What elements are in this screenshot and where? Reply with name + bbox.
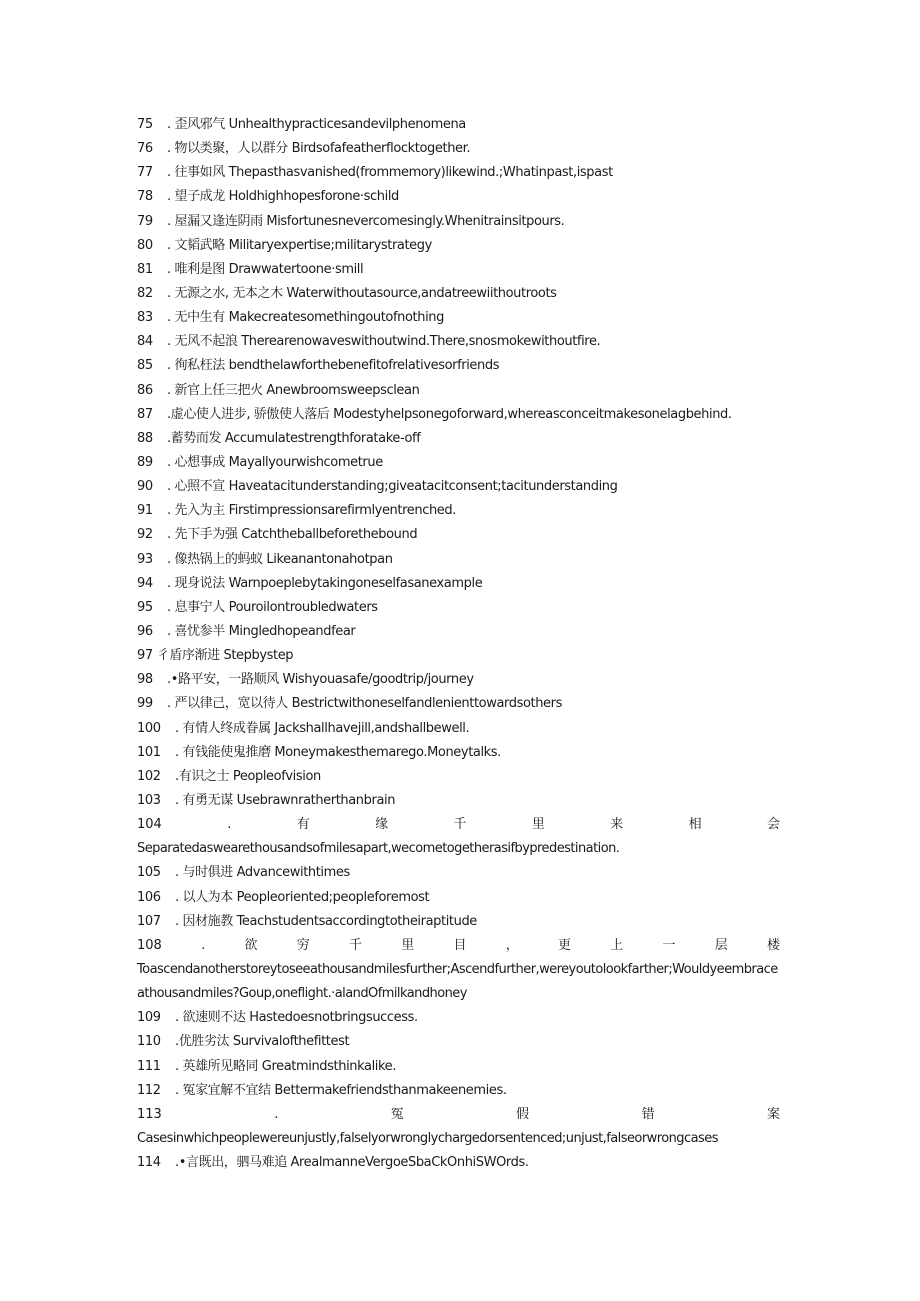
entry-text: . 往事如风 Thepasthasvanished(frommemory)likewind.;Whatinpast,ispast xyxy=(167,165,613,181)
entry-text: . 歪风邪气 Unhealthypracticesandevilphenomena xyxy=(167,117,466,132)
entry-number: 103 xyxy=(137,792,161,808)
idiom-entry xyxy=(137,234,780,258)
idiom-entry xyxy=(137,185,780,209)
idiom-entry xyxy=(137,861,780,885)
idiom-character: 有 xyxy=(296,817,310,833)
entry-text: . 无风不起浪 Therearenowaveswithoutwind.There,snosmokewithoutfire. xyxy=(167,334,601,350)
idiom-character: 楼 xyxy=(766,937,780,953)
entry-number: 96 xyxy=(137,623,153,639)
idiom-character: 来 xyxy=(610,817,624,833)
idiom-entry xyxy=(137,161,780,185)
entry-number: 102 xyxy=(137,768,161,784)
entry-text: . 有情人终成眷属 Jackshallhavejill,andshallbewell. xyxy=(175,720,470,736)
idiom-entry-heading xyxy=(137,934,780,958)
entry-number: 107 xyxy=(137,913,161,929)
idiom-character: 一 xyxy=(662,937,676,953)
entry-text: . 欲速则不达 Hastedoesnotbringsuccess. xyxy=(175,1010,418,1026)
idiom-character: 更 xyxy=(557,937,571,953)
entry-number: 111 xyxy=(137,1058,161,1074)
idiom-entry xyxy=(137,113,780,137)
idiom-entry xyxy=(137,258,780,282)
idiom-character: 层 xyxy=(714,937,728,953)
entry-text: .优胜劣汰 Survivalofthefittest xyxy=(175,1034,350,1050)
entry-text: . 息事宁人 Pouroilontroubledwaters xyxy=(167,599,378,615)
entry-number: 80 xyxy=(137,237,153,253)
idiom-entry xyxy=(137,596,780,620)
entry-number: 77 xyxy=(137,165,153,181)
idiom-entry xyxy=(137,789,780,813)
idiom-character: 错 xyxy=(641,1106,655,1122)
entry-text: . 因材施教 Teachstudentsaccordingtotheiraptitude xyxy=(175,913,477,929)
entry-text: . 先入为主 Firstimpressionsarefirmlyentrenched. xyxy=(167,503,456,519)
entry-text: . 现身说法 Warnpoeplebytakingoneselfasanexample xyxy=(167,575,483,591)
idiom-entry xyxy=(137,886,780,910)
entry-number: 104 xyxy=(137,817,162,833)
entry-number: 92 xyxy=(137,527,153,543)
idiom-character: 冤 xyxy=(390,1106,404,1122)
entry-number: 89 xyxy=(137,454,153,470)
idiom-entry xyxy=(137,451,780,475)
idiom-character: . xyxy=(274,1106,279,1122)
idiom-translation: Separatedaswearethousandsofmilesapart,wecometogetherasifbypredestination. xyxy=(137,841,620,857)
entry-text: . 唯利是图 Drawwatertoone·smill xyxy=(167,261,364,277)
entry-number: 86 xyxy=(137,382,153,398)
entry-text: . 有勇无谋 Usebrawnratherthanbrain xyxy=(175,792,396,808)
entry-text: . 心照不宣 Haveatacitunderstanding;giveatacitconsent;tacitunderstanding xyxy=(167,479,618,495)
idiom-entry xyxy=(137,282,780,306)
idiom-entry xyxy=(137,910,780,934)
idiom-translation: Toascendanotherstoreytoseeathousandmilesfurther;Ascendfurther,wereyoutolookfarther;Wouldyeembraceathousandmiles?Goup,oneflight.·alandOfmilkandhoney xyxy=(137,961,778,1002)
entry-number: 105 xyxy=(137,865,161,881)
idiom-entry xyxy=(137,717,780,741)
idiom-entry xyxy=(137,306,780,330)
entry-number: 78 xyxy=(137,189,153,205)
idiom-character: 案 xyxy=(766,1106,780,1122)
idiom-character: 穷 xyxy=(296,937,310,953)
idiom-entry xyxy=(137,572,780,596)
entry-text: . 严以律己，宽以待人 Bestrictwithoneselfandlenienttowardsothers xyxy=(167,696,562,712)
entry-text: . 像热锅上的蚂蚁 Likeanantonahotpan xyxy=(167,551,393,567)
idiom-character: 相 xyxy=(688,817,702,833)
document-body xyxy=(137,113,780,1175)
entry-number: 109 xyxy=(137,1010,161,1026)
entry-text: . 与时俱进 Advancewithtimes xyxy=(175,865,350,881)
idiom-entry xyxy=(137,1030,780,1054)
entry-text: .有识之士 Peopleofvision xyxy=(175,768,321,784)
entry-text: . 英雄所见略同 Greatmindsthinkalike. xyxy=(175,1058,397,1074)
idiom-entry xyxy=(137,210,780,234)
entry-number: 76 xyxy=(137,141,153,157)
idiom-character: 千 xyxy=(348,937,362,953)
entry-text: . 物以类聚，人以群分 Birdsofafeatherflocktogether. xyxy=(167,141,471,157)
entry-number: 100 xyxy=(137,720,161,736)
entry-number: 82 xyxy=(137,285,153,301)
idiom-character: 缘 xyxy=(375,817,389,833)
idiom-entry xyxy=(137,644,780,668)
idiom-entry xyxy=(137,1151,780,1175)
entry-text: .•路平安，一路顺风 Wishyouasafe/goodtrip/journey xyxy=(167,672,474,688)
idiom-entry xyxy=(137,765,780,789)
entry-number: 88 xyxy=(137,430,153,446)
idiom-entry xyxy=(137,427,780,451)
entry-number: 99 xyxy=(137,696,153,712)
idiom-entry xyxy=(137,523,780,547)
idiom-character: 欲 xyxy=(244,937,258,953)
idiom-translation: Casesinwhichpeoplewereunjustly,falselyorwronglychargedorsentenced;unjust,falseorwrongcases xyxy=(137,1130,718,1146)
entry-number: 113 xyxy=(137,1106,162,1122)
idiom-entry xyxy=(137,475,780,499)
idiom-character: 里 xyxy=(531,817,545,833)
idiom-entry xyxy=(137,1055,780,1079)
entry-text: . 无中生有 Makecreatesomethingoutofnothing xyxy=(167,310,444,326)
entry-number: 91 xyxy=(137,503,153,519)
entry-number: 84 xyxy=(137,334,153,350)
idiom-character: 上 xyxy=(610,937,624,953)
idiom-entry xyxy=(137,330,780,354)
idiom-character: 千 xyxy=(453,817,467,833)
idiom-character: 会 xyxy=(766,817,780,833)
idiom-entry xyxy=(137,692,780,716)
entry-number: 97 xyxy=(137,648,153,664)
entry-text: .•言既出，驷马难追 ArealmanneVergoeSbaCkOnhiSWOrds. xyxy=(175,1155,529,1171)
entry-text: . 无源之水, 无本之木 Waterwithoutasource,andatreewiithoutroots xyxy=(167,285,557,301)
idiom-entry xyxy=(137,354,780,378)
idiom-entry xyxy=(137,668,780,692)
entry-number: 83 xyxy=(137,310,153,326)
idiom-entry xyxy=(137,1079,780,1103)
entry-number: 98 xyxy=(137,672,153,688)
entry-number: 112 xyxy=(137,1082,161,1098)
entry-number: 75 xyxy=(137,117,153,132)
idiom-character: . xyxy=(227,817,232,833)
idiom-entry xyxy=(137,379,780,403)
entry-number: 85 xyxy=(137,358,153,374)
idiom-entry-heading xyxy=(137,813,780,837)
entry-text: . 喜忧参半 Mingledhopeandfear xyxy=(167,623,356,639)
entry-text: . 徇私枉法 bendthelawforthebenefitofrelativesorfriends xyxy=(167,358,500,374)
idiom-entry xyxy=(137,1006,780,1030)
entry-text: . 有钱能使鬼推磨 Moneymakesthemarego.Moneytalks. xyxy=(175,744,501,760)
entry-text: . 望子成龙 Holdhighhopesforone·schild xyxy=(167,189,399,205)
idiom-entry xyxy=(137,741,780,765)
entry-text: . 冤家宜解不宜结 Bettermakefriendsthanmakeenemies. xyxy=(175,1082,507,1098)
idiom-character: ， xyxy=(505,937,519,953)
entry-number: 79 xyxy=(137,213,153,229)
entry-number: 90 xyxy=(137,479,153,495)
idiom-entry-heading xyxy=(137,1103,780,1127)
entry-number: 81 xyxy=(137,261,153,277)
idiom-entry xyxy=(137,137,780,161)
entry-number: 87 xyxy=(137,406,153,422)
entry-number: 95 xyxy=(137,599,153,615)
entry-text: .虚心使人进步, 骄傲使人落后 Modestyhelpsonegoforward,whereasconceitmakesonelagbehind. xyxy=(167,406,732,422)
idiom-entry xyxy=(137,548,780,572)
entry-text: . 新官上任三把火 Anewbroomsweepsclean xyxy=(167,382,420,398)
entry-number: 93 xyxy=(137,551,153,567)
idiom-character: 里 xyxy=(401,937,415,953)
idiom-entry xyxy=(137,620,780,644)
entry-text: . 心想事成 Mayallyourwishcometrue xyxy=(167,454,383,470)
entry-number: 101 xyxy=(137,744,161,760)
entry-number: 108 xyxy=(137,937,162,953)
entry-text: . 以人为本 Peopleoriented;peopleforemost xyxy=(175,889,430,905)
idiom-character: 假 xyxy=(516,1106,530,1122)
entry-text: . 文韬武略 Militaryexpertise;militarystrategy xyxy=(167,237,432,253)
entry-text: .蓄势而发 Accumulatestrengthforatake-off xyxy=(167,430,421,446)
entry-number: 114 xyxy=(137,1155,161,1171)
idiom-entry xyxy=(137,403,780,427)
entry-text: . 屋漏又逢连阴雨 Misfortunesnevercomesingly.Whenitrainsitpours. xyxy=(167,213,565,229)
entry-text: 彳盾序渐进 Stepbystep xyxy=(156,648,294,664)
entry-number: 110 xyxy=(137,1034,161,1050)
entry-number: 94 xyxy=(137,575,153,591)
idiom-character: 目 xyxy=(453,937,467,953)
idiom-character: . xyxy=(201,937,206,953)
entry-number: 106 xyxy=(137,889,161,905)
idiom-entry xyxy=(137,499,780,523)
entry-text: . 先下手为强 Catchtheballbeforethebound xyxy=(167,527,418,543)
